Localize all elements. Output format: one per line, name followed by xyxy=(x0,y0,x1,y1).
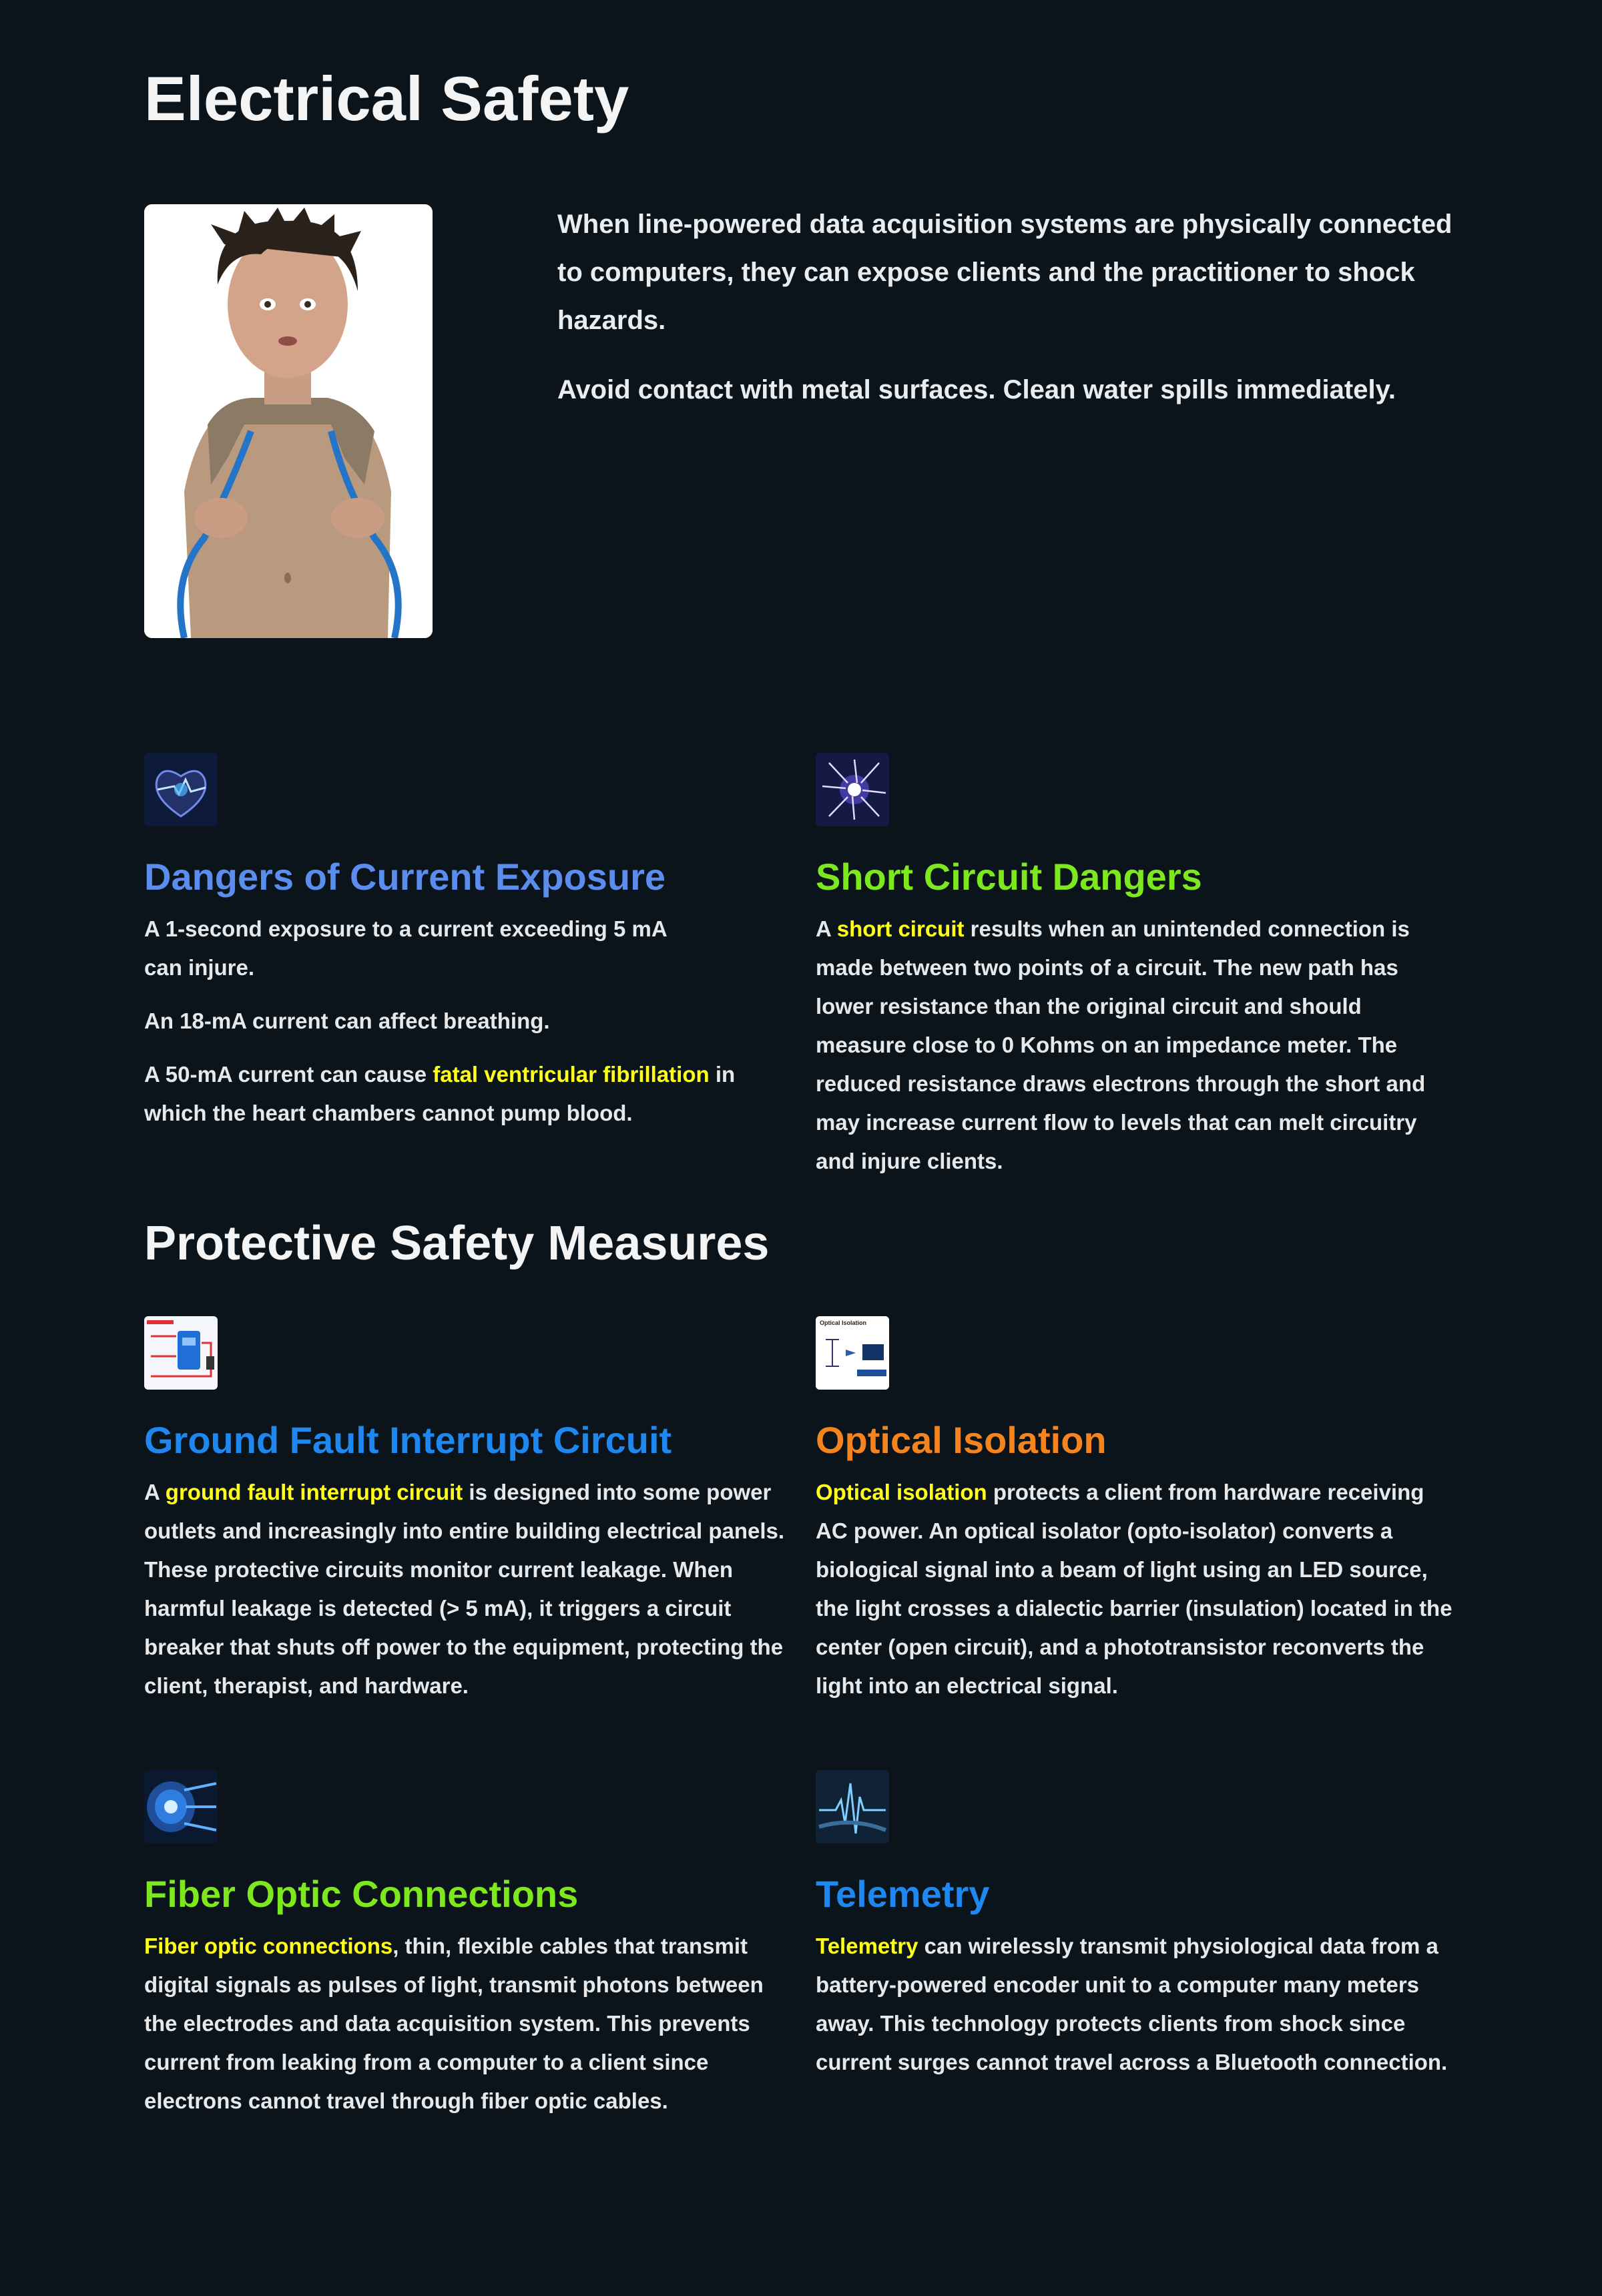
card-title: Telemetry xyxy=(816,1873,990,1915)
card-optical-isolation xyxy=(816,1316,1456,1720)
card-paragraph: Telemetry can wirelessly transmit physiological data from a battery-powered encoder unit to a computer many meters away. This technology protects clients from shock since current surges cannot travel across a Bluetooth connection. xyxy=(816,1934,1448,2075)
card-title: Dangers of Current Exposure xyxy=(144,856,666,898)
card-paragraph: A short circuit results when an unintended connection is made between two points of a circuit. The new path has lower resistance than the original circuit and should measure close to 0 Kohms on an impedance meter. The reduced resistance draws electrons through the short and may increase current flow to levels that can melt circuitry and injure clients. xyxy=(816,916,1426,1174)
card-telemetry xyxy=(816,1770,1456,2096)
highlight-term: Telemetry xyxy=(816,1934,918,1959)
page-title: Electrical Safety xyxy=(144,63,629,133)
card-fiber-optic xyxy=(144,1770,785,2135)
thumb-caption: Optical Isolation xyxy=(820,1320,867,1326)
highlight-term: ground fault interrupt circuit xyxy=(165,1480,463,1505)
optical-isolator-diagram-icon xyxy=(816,1316,889,1390)
card-paragraph: A 50-mA current can cause fatal ventricular fibrillation in which the heart chambers cannot pump blood. xyxy=(144,1062,736,1126)
highlight-term: fatal ventricular fibrillation xyxy=(433,1062,710,1087)
card-title: Ground Fault Interrupt Circuit xyxy=(144,1419,672,1461)
highlight-term: Fiber optic connections xyxy=(144,1934,393,1959)
intro-paragraph: Avoid contact with metal surfaces. Clean water spills immediately. xyxy=(557,375,1396,404)
gfci-diagram-icon xyxy=(144,1316,218,1390)
card-paragraph: Optical isolation protects a client from hardware receiving AC power. An optical isolator (opto-isolator) converts a biological signal into a beam of light using an LED source, the light crosses a dialectic barrier (insulation) located in the center (open circuit), and a phototransistor reconverts the light into an electrical signal. xyxy=(816,1480,1452,1699)
card-paragraph: Fiber optic connections, thin, flexible cables that transmit digital signals as pulses of light, transmit photons between the electrodes and data acquisition system. This prevents current from leaking from a computer to a client since electrons cannot travel through fiber optic cables. xyxy=(144,1934,764,2114)
card-title: Fiber Optic Connections xyxy=(144,1873,579,1915)
card-gfci xyxy=(144,1316,785,1720)
highlight-term: short circuit xyxy=(836,916,965,942)
intro-paragraph: When line-powered data acquisition systems are physically connected to computers, they can expose clients and the practitioner to shock hazards. xyxy=(557,210,1452,335)
card-paragraph: A ground fault interrupt circuit is designed into some power outlets and increasingly into entire building electrical panels. These protective circuits monitor current leakage. When harmful leakage is detected (> 5 mA), it triggers a circuit breaker that shuts off power to the equipment, protecting the client, therapist, and hardware. xyxy=(144,1480,785,1699)
card-paragraph: A 1-second exposure to a current exceeding 5 mA can injure. xyxy=(144,916,668,980)
section-title: Protective Safety Measures xyxy=(144,1217,770,1270)
card-title: Short Circuit Dangers xyxy=(816,856,1202,898)
telemetry-wave-icon xyxy=(816,1770,889,1843)
highlight-term: Optical isolation xyxy=(816,1480,987,1505)
spark-icon xyxy=(816,753,889,826)
card-paragraph: An 18-mA current can affect breathing. xyxy=(144,1009,550,1034)
fiber-optic-icon xyxy=(144,1770,218,1843)
shocked-man-photo xyxy=(144,204,433,638)
heart-current-icon xyxy=(144,753,218,826)
card-short-circuit xyxy=(816,753,1456,1195)
card-current-exposure xyxy=(144,753,785,1147)
intro-text xyxy=(557,200,1465,435)
card-title: Optical Isolation xyxy=(816,1419,1107,1461)
